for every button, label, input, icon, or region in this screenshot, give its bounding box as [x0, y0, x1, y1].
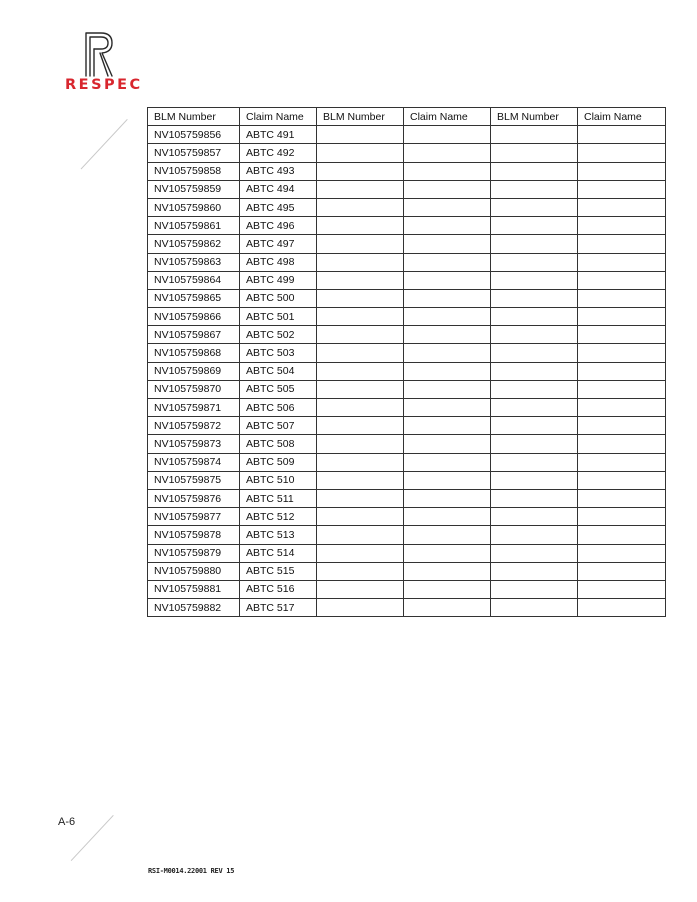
cell-blm-number: [491, 326, 578, 344]
cell-blm-number: [317, 126, 404, 144]
cell-claim-name: [404, 271, 491, 289]
cell-claim-name: [578, 308, 666, 326]
cell-blm-number: [317, 344, 404, 362]
cell-claim-name: [578, 526, 666, 544]
cell-blm-number: [317, 526, 404, 544]
cell-claim-name: [404, 471, 491, 489]
cell-claim-name: [578, 235, 666, 253]
cell-blm-number: [317, 253, 404, 271]
table-row: [148, 489, 666, 507]
cell-blm-number: [317, 399, 404, 417]
cell-claim-name: ABTC 494: [240, 180, 317, 198]
cell-claim-name: [578, 126, 666, 144]
respec-wordmark: RESPEC: [65, 77, 143, 93]
cell-claim-name: ABTC 493: [240, 162, 317, 180]
cell-blm-number: [491, 526, 578, 544]
cell-blm-number: [491, 417, 578, 435]
cell-blm-number: NV105759875: [148, 471, 240, 489]
cell-claim-name: ABTC 501: [240, 308, 317, 326]
decorative-diagonal-line: [71, 815, 114, 861]
cell-blm-number: [491, 508, 578, 526]
cell-blm-number: [491, 399, 578, 417]
cell-blm-number: NV105759864: [148, 271, 240, 289]
cell-claim-name: ABTC 509: [240, 453, 317, 471]
table-row: [148, 362, 666, 380]
cell-claim-name: [578, 489, 666, 507]
cell-claim-name: [578, 144, 666, 162]
cell-claim-name: [404, 489, 491, 507]
cell-blm-number: NV105759879: [148, 544, 240, 562]
cell-blm-number: [317, 471, 404, 489]
cell-claim-name: ABTC 497: [240, 235, 317, 253]
cell-claim-name: [578, 453, 666, 471]
table-row: [148, 471, 666, 489]
cell-claim-name: ABTC 512: [240, 508, 317, 526]
table-row: [148, 180, 666, 198]
cell-blm-number: [491, 380, 578, 398]
table-row: [148, 453, 666, 471]
cell-claim-name: [578, 180, 666, 198]
table-row: [148, 417, 666, 435]
cell-blm-number: [491, 344, 578, 362]
cell-blm-number: NV105759859: [148, 180, 240, 198]
cell-blm-number: [491, 308, 578, 326]
cell-blm-number: [491, 162, 578, 180]
cell-claim-name: ABTC 507: [240, 417, 317, 435]
column-header-blm-number: BLM Number: [491, 108, 578, 126]
cell-claim-name: [404, 253, 491, 271]
cell-claim-name: [404, 198, 491, 216]
cell-claim-name: [578, 599, 666, 617]
cell-claim-name: ABTC 504: [240, 362, 317, 380]
table-row: [148, 162, 666, 180]
cell-blm-number: NV105759862: [148, 235, 240, 253]
cell-claim-name: [578, 580, 666, 598]
cell-blm-number: [317, 217, 404, 235]
table-row: [148, 289, 666, 307]
cell-claim-name: [404, 453, 491, 471]
table-row: [148, 144, 666, 162]
table-row: [148, 217, 666, 235]
cell-claim-name: [404, 526, 491, 544]
cell-blm-number: [491, 271, 578, 289]
cell-claim-name: [578, 271, 666, 289]
table-row: [148, 326, 666, 344]
cell-blm-number: [317, 453, 404, 471]
table-row: [148, 399, 666, 417]
cell-claim-name: [404, 162, 491, 180]
cell-claim-name: ABTC 508: [240, 435, 317, 453]
cell-claim-name: ABTC 500: [240, 289, 317, 307]
cell-blm-number: NV105759863: [148, 253, 240, 271]
cell-blm-number: NV105759872: [148, 417, 240, 435]
table-row: [148, 599, 666, 617]
cell-blm-number: NV105759865: [148, 289, 240, 307]
cell-blm-number: [317, 289, 404, 307]
cell-claim-name: [404, 308, 491, 326]
cell-claim-name: ABTC 495: [240, 198, 317, 216]
cell-blm-number: [491, 599, 578, 617]
cell-claim-name: [578, 162, 666, 180]
cell-blm-number: [317, 508, 404, 526]
cell-claim-name: ABTC 506: [240, 399, 317, 417]
cell-blm-number: [491, 544, 578, 562]
cell-claim-name: ABTC 516: [240, 580, 317, 598]
cell-claim-name: ABTC 499: [240, 271, 317, 289]
cell-claim-name: [578, 508, 666, 526]
cell-claim-name: ABTC 492: [240, 144, 317, 162]
cell-blm-number: [317, 162, 404, 180]
cell-blm-number: [317, 435, 404, 453]
cell-blm-number: [491, 562, 578, 580]
table-row: [148, 526, 666, 544]
cell-blm-number: NV105759869: [148, 362, 240, 380]
table-row: [148, 580, 666, 598]
cell-blm-number: NV105759877: [148, 508, 240, 526]
cell-blm-number: [317, 235, 404, 253]
cell-blm-number: [317, 562, 404, 580]
cell-blm-number: [317, 271, 404, 289]
cell-claim-name: [578, 253, 666, 271]
cell-claim-name: [578, 435, 666, 453]
table-row: [148, 126, 666, 144]
claims-table-body: [148, 126, 666, 617]
cell-blm-number: NV105759871: [148, 399, 240, 417]
cell-blm-number: [317, 326, 404, 344]
cell-blm-number: [491, 580, 578, 598]
page-number: A-6: [58, 816, 76, 828]
cell-blm-number: [317, 198, 404, 216]
cell-blm-number: NV105759873: [148, 435, 240, 453]
cell-claim-name: [404, 180, 491, 198]
cell-blm-number: [491, 198, 578, 216]
cell-claim-name: [404, 544, 491, 562]
cell-blm-number: NV105759881: [148, 580, 240, 598]
cell-blm-number: [317, 308, 404, 326]
cell-claim-name: [578, 399, 666, 417]
table-row: [148, 253, 666, 271]
cell-claim-name: ABTC 505: [240, 380, 317, 398]
cell-blm-number: [491, 435, 578, 453]
cell-claim-name: ABTC 511: [240, 489, 317, 507]
cell-blm-number: [491, 471, 578, 489]
table-row: [148, 198, 666, 216]
cell-blm-number: [317, 599, 404, 617]
cell-claim-name: [404, 508, 491, 526]
cell-claim-name: ABTC 498: [240, 253, 317, 271]
cell-blm-number: [491, 144, 578, 162]
table-row: [148, 508, 666, 526]
respec-logo: [62, 30, 142, 110]
cell-blm-number: [317, 180, 404, 198]
table-row: [148, 271, 666, 289]
cell-blm-number: NV105759878: [148, 526, 240, 544]
cell-blm-number: NV105759858: [148, 162, 240, 180]
cell-claim-name: [578, 471, 666, 489]
cell-claim-name: [404, 144, 491, 162]
cell-claim-name: [578, 562, 666, 580]
cell-blm-number: [491, 126, 578, 144]
cell-claim-name: ABTC 513: [240, 526, 317, 544]
cell-claim-name: ABTC 515: [240, 562, 317, 580]
cell-blm-number: NV105759856: [148, 126, 240, 144]
cell-claim-name: ABTC 514: [240, 544, 317, 562]
cell-claim-name: ABTC 510: [240, 471, 317, 489]
cell-claim-name: [578, 362, 666, 380]
cell-blm-number: [491, 289, 578, 307]
cell-claim-name: [404, 417, 491, 435]
cell-claim-name: ABTC 502: [240, 326, 317, 344]
cell-claim-name: [578, 544, 666, 562]
decorative-diagonal-line: [81, 119, 128, 169]
cell-claim-name: [404, 599, 491, 617]
cell-blm-number: [491, 253, 578, 271]
cell-claim-name: [404, 126, 491, 144]
cell-blm-number: NV105759860: [148, 198, 240, 216]
cell-blm-number: [317, 362, 404, 380]
cell-blm-number: [491, 235, 578, 253]
claims-table: [147, 107, 666, 617]
cell-blm-number: [491, 453, 578, 471]
cell-claim-name: [578, 344, 666, 362]
cell-blm-number: [317, 489, 404, 507]
cell-claim-name: [404, 580, 491, 598]
cell-claim-name: [578, 289, 666, 307]
cell-claim-name: [578, 417, 666, 435]
column-header-claim-name: Claim Name: [404, 108, 491, 126]
table-row: [148, 562, 666, 580]
cell-claim-name: ABTC 503: [240, 344, 317, 362]
table-row: [148, 380, 666, 398]
cell-blm-number: NV105759861: [148, 217, 240, 235]
cell-claim-name: [578, 217, 666, 235]
cell-blm-number: [317, 380, 404, 398]
cell-blm-number: [491, 180, 578, 198]
cell-claim-name: [404, 217, 491, 235]
cell-claim-name: [404, 344, 491, 362]
cell-claim-name: [404, 380, 491, 398]
cell-blm-number: NV105759867: [148, 326, 240, 344]
cell-blm-number: NV105759857: [148, 144, 240, 162]
table-row: [148, 344, 666, 362]
cell-claim-name: [404, 435, 491, 453]
table-row: [148, 544, 666, 562]
cell-blm-number: [491, 362, 578, 380]
cell-blm-number: NV105759870: [148, 380, 240, 398]
column-header-claim-name: Claim Name: [240, 108, 317, 126]
cell-blm-number: [491, 489, 578, 507]
cell-claim-name: [404, 399, 491, 417]
cell-blm-number: NV105759868: [148, 344, 240, 362]
table-row: [148, 435, 666, 453]
cell-claim-name: [578, 326, 666, 344]
column-header-claim-name: Claim Name: [578, 108, 666, 126]
cell-claim-name: [404, 289, 491, 307]
column-header-blm-number: BLM Number: [317, 108, 404, 126]
cell-claim-name: [404, 326, 491, 344]
respec-r-monogram-icon: [82, 30, 116, 78]
cell-claim-name: [404, 235, 491, 253]
document-code: RSI-M0014.22001 REV 15: [148, 867, 235, 875]
table-header-row: [148, 108, 666, 126]
cell-claim-name: [578, 380, 666, 398]
cell-blm-number: NV105759876: [148, 489, 240, 507]
cell-blm-number: [317, 544, 404, 562]
cell-blm-number: [317, 580, 404, 598]
cell-blm-number: NV105759880: [148, 562, 240, 580]
cell-blm-number: NV105759874: [148, 453, 240, 471]
cell-blm-number: NV105759882: [148, 599, 240, 617]
cell-blm-number: [317, 417, 404, 435]
table-row: [148, 235, 666, 253]
cell-claim-name: ABTC 496: [240, 217, 317, 235]
cell-blm-number: [317, 144, 404, 162]
cell-claim-name: ABTC 517: [240, 599, 317, 617]
column-header-blm-number: BLM Number: [148, 108, 240, 126]
cell-claim-name: [404, 362, 491, 380]
cell-claim-name: [578, 198, 666, 216]
cell-blm-number: [491, 217, 578, 235]
cell-claim-name: [404, 562, 491, 580]
cell-blm-number: NV105759866: [148, 308, 240, 326]
table-row: [148, 308, 666, 326]
cell-claim-name: ABTC 491: [240, 126, 317, 144]
